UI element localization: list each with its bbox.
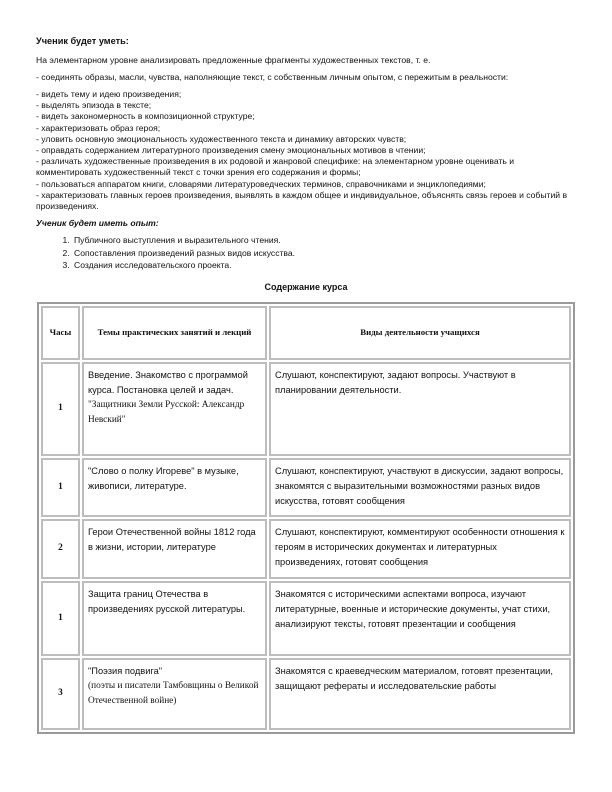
activity-cell: Слушают, конспектируют, комментируют особенности отношения к героям в исторических документах и литературных произведениях, готовят сообщения (269, 519, 571, 579)
experience-list (36, 234, 576, 272)
skill-item: - видеть тему и идею произведения; (36, 89, 182, 99)
skill-item: - уловить основную эмоциональность художественного текста и динамику авторских чувств; (36, 133, 407, 144)
header-topic: Темы практических занятий и лекций (82, 306, 267, 360)
activity-cell: Знакомятся с краеведческим материалом, готовят презентации, защищают рефераты и исследовательские работы (269, 658, 571, 730)
activity-cell: Слушают, конспектируют, участвуют в дискуссии, задают вопросы, знакомятся с выразительными возможностями разных видов искусства, готовят сообщения (269, 458, 571, 517)
skill-item: - видеть закономерность в композиционной структуре; (36, 111, 255, 122)
table-row (41, 362, 571, 456)
topic-extra: (поэты и писатели Тамбовщины о Великой Отечественной войне) (88, 680, 259, 706)
skill-item: - характеризовать главных героев произведения, выявлять в каждом общее и индивидуальное, объяснять связь героев и событий в произведениях. (36, 189, 568, 212)
topic-cell: "Слово о полку Игореве" в музыке, живописи, литературе. (82, 458, 267, 517)
skills-list (36, 89, 576, 212)
skill-item: - различать художественные произведения в их родовой и жанровой специфике: на элементарном уровне оценивать и комментировать художественный текст с точки зрения его содержания и формы; (36, 156, 515, 178)
table-row (41, 581, 571, 656)
topic-text: "Поэзия подвига" (88, 665, 163, 676)
activity-cell: Слушают, конспектируют, задают вопросы. Участвуют в планировании деятельности. (269, 362, 571, 456)
header-hours: Часы (41, 306, 80, 360)
experience-heading: Ученик будет иметь опыт: (36, 218, 159, 229)
skill-item: - характеризовать образ героя; (36, 122, 161, 133)
header-activity: Виды деятельности учащихся (269, 306, 571, 360)
hours-cell: 3 (41, 658, 80, 730)
experience-item: 3. Создания исследовательского проекта. (72, 259, 576, 272)
intro-paragraph-2: - соединять образы, масли, чувства, наполняющие текст, с собственным личным опытом, с пережитым в реальности: (36, 72, 509, 82)
hours-cell: 2 (41, 519, 80, 579)
activity-cell: Знакомятся с историческими аспектами вопроса, изучают литературные, военные и исторические документы, учат стихи, анализируют тексты, готовят презентации и сообщения (269, 581, 571, 656)
hours-cell: 1 (41, 362, 80, 456)
hours-cell: 1 (41, 458, 80, 517)
skill-item: - выделять эпизода в тексте; (36, 100, 152, 111)
topic-cell: Защита границ Отечества в произведениях русской литературы. (82, 581, 267, 656)
skill-item: - пользоваться аппаратом книги, словарями литературоведческих терминов, справочниками и энциклопедиями; (36, 178, 486, 189)
skill-item: - оправдать содержанием литературного произведения смену эмоциональных мотивов в чтении; (36, 145, 426, 156)
topic-cell (82, 362, 267, 456)
experience-item: 1. Публичного выступления и выразительного чтения. (72, 234, 576, 247)
table-row (41, 458, 571, 517)
table-row (41, 519, 571, 579)
topic-cell: Герои Отечественной войны 1812 года в жизни, истории, литературе (82, 519, 267, 579)
hours-cell: 1 (41, 581, 80, 656)
experience-item: 2. Сопоставления произведений разных видов искусства. (72, 247, 576, 260)
intro-paragraph: На элементарном уровне анализировать предложенные фрагменты художественных текстов, т. е. (36, 55, 431, 65)
document-page (36, 36, 576, 734)
table-header-row (41, 306, 571, 360)
topic-text: Введение. Знакомство с программой курса. Постановка целей и задач. (88, 369, 248, 395)
topic-cell (82, 658, 267, 730)
course-table (37, 302, 575, 734)
topic-extra: "Защитники Земли Русской: Александр Невский" (88, 399, 245, 425)
table-title: Содержание курса (264, 281, 348, 292)
skills-heading: Ученик будет уметь: (36, 36, 129, 46)
table-row (41, 658, 571, 730)
